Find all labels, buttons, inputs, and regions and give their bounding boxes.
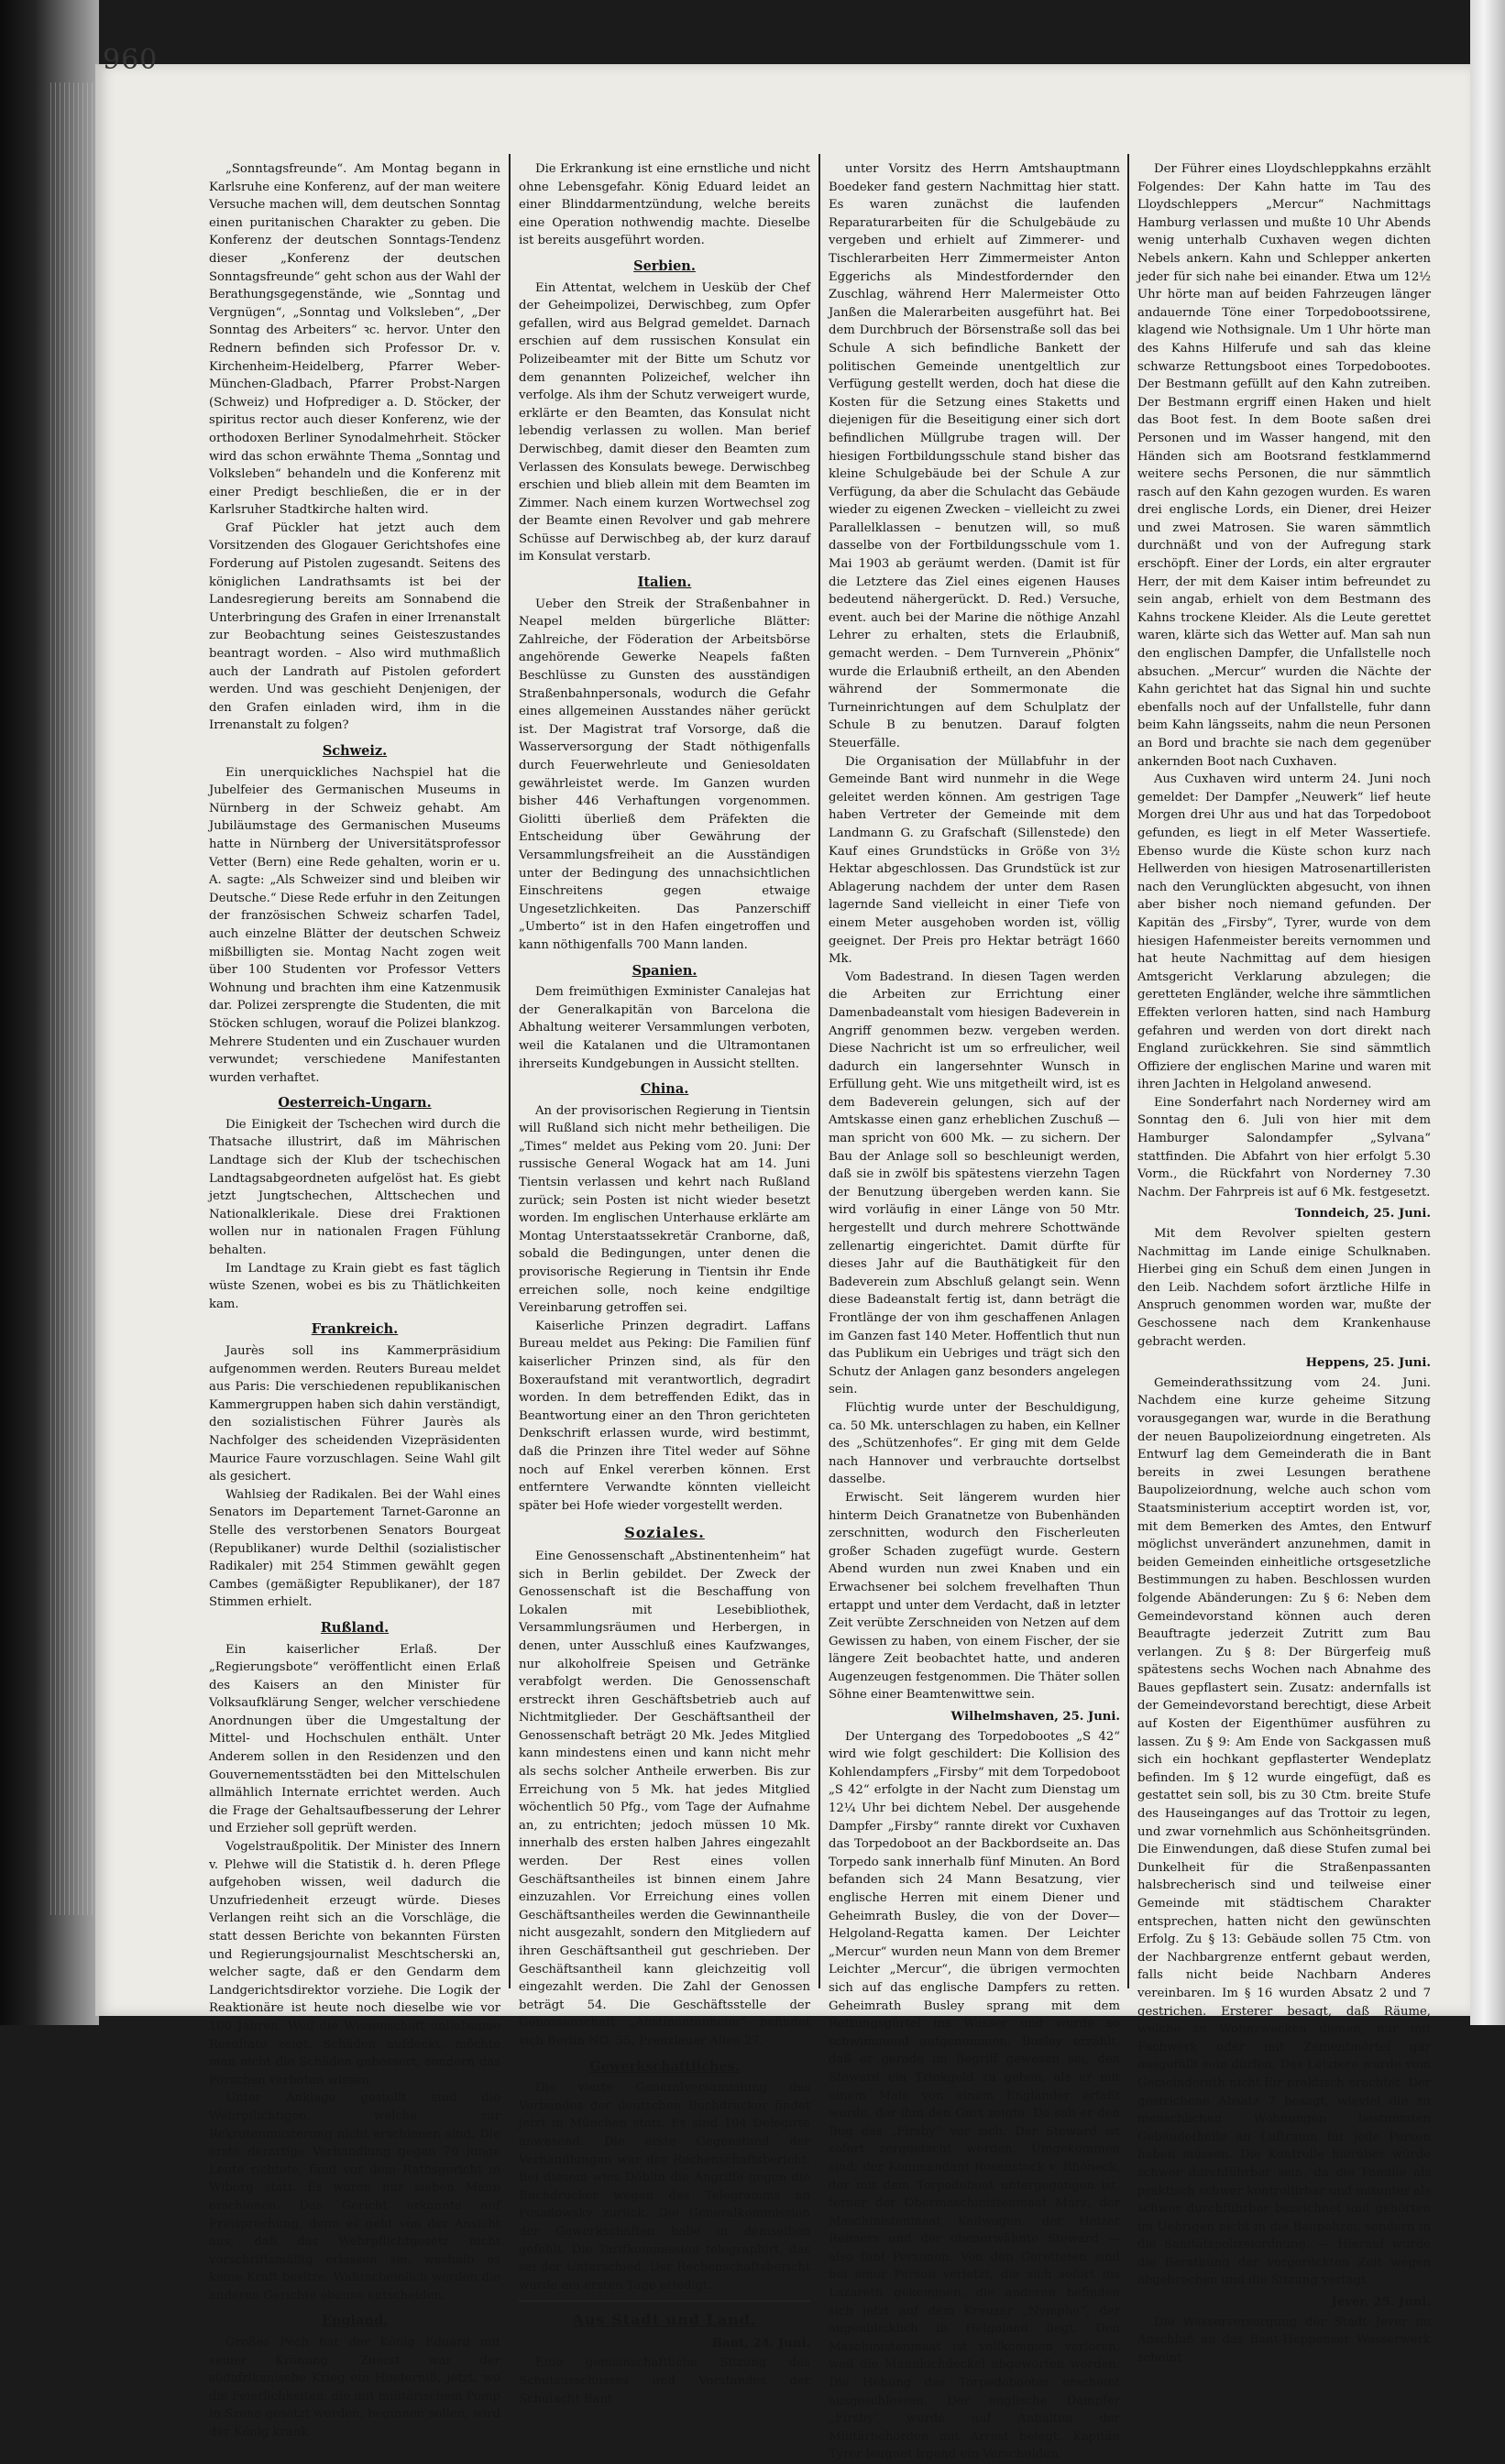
dateline: Heppens, 25. Juni. xyxy=(1305,1356,1431,1371)
article-paragraph: Die Organisation der Müllabfuhr in der Gemeinde Bant wird nunmehr in die Wege geleitet werden können. Am gestrigen Tage haben Vertreter der Gemeinde mit dem Landmann G. zu Grafschaft (Sillenstede) den Kauf eines Grundstücks in Größe von 3½ Hektar abgeschlossen. Das Grundstück ist zur Ablagerung nachdem der unter dem Rasen lagernde Sand vielleicht in einer Tiefe von einem Meter ausgehoben worden ist, völlig geeignet. Der Preis pro Hektar beträgt 1660 Mk. xyxy=(829,754,1120,967)
article-paragraph: Ein unerquickliches Nachspiel hat die Jubelfeier des Germanischen Museums in Nürnberg in der Schweiz gehabt. Am Jubiläumstage des Germanischen Museums hatte in Nürnberg der Universitätsprofessor Vetter (Bern) eine Rede gehalten, worin er u. A. sagte: „Als Schweizer sind und bleiben wir Deutsche.“ Diese Rede erfuhr in den Zeitungen der französischen Schweiz scharfen Tadel, auch einzelne Blätter der deutschen Schweiz mißbilligten sie. Montag Nacht zogen weit über 100 Studenten vor Professor Vetters Wohnung und brachten ihm eine Katzenmusik dar. Polizei zersprengte die Studenten, die mit Stöcken schlugen, worauf die Polizei blankzog. Mehrere Studenten und ein Zuschauer wurden verwundet; verschiedene Manifestanten wurden verhaftet. xyxy=(209,765,500,1085)
article-paragraph: Jaurès soll ins Kammerpräsidium aufgenommen werden. Reuters Bureau meldet aus Paris: Die verschiedenen republikanischen Kammergruppen haben sich dahin verständigt, den sozialistischen Führer Jaurès als Nachfolger des scheidenden Vizepräsidenten Maurice Faure vorzuschlagen. Seine Wahl gilt als gesichert. xyxy=(209,1344,500,1484)
article-paragraph: Der Führer eines Lloydschleppkahns erzählt Folgendes: Der Kahn hatte im Tau des Lloydschleppers „Mercur“ Nachmittags Hamburg verlassen und mußte 10 Uhr Abends wenig unterhalb Cuxhaven wegen dichten Nebels ankern. Kahn und Schlepper ankerten jeder für sich nahe bei einander. Etwa um 12½ Uhr hörte man auf beiden Fahrzeugen länger andauernde Töne einer Torpedobootssirene, klagend wie Nothsignale. Um 1 Uhr hörte man des Kahns Hilferufe und sah das kleine schwarze Rettungsboot eines Torpedobootes. Der Bestmann gefüllt auf den Kahn zutreiben. Der Bestmann ergriff einen Haken und hielt das Boot fest. In dem Boote saßen drei Personen und im Wasser hangend, mit den Händen sich am Bootsrand festklammernd weitere sechs Personen, die nur sämmtlich rasch auf den Kahn gezogen wurden. Es waren drei englische Lords, ein Diener, drei Heizer und zwei Matrosen. Sie waren sämmtlich durchnäßt und von der Aufregung stark erschöpft. Einer der Lords, ein alter ergrauter Herr, der mit dem Kaiser intim befreundet zu sein angab, erhielt von dem Bestmann des Kahns trockene Kleider. Als die Leute gerettet waren, klärte sich das Wetter auf. Man sah nun den englischen Dampfer, die Unfallstelle noch absuchen. „Mercur“ wurden die Nächte der Kahn gerichtet hat das Signal hin und suchte ebenfalls noch auf der Unfallstelle, fuhr dann beim Kahn längsseits, nahm die neun Personen an Bord und brachte sie nach dem gegenüber ankernden Boot nach Cuxhaven. xyxy=(1137,162,1431,769)
dateline: Wilhelmshaven, 25. Juni. xyxy=(950,1710,1120,1725)
article-paragraph: Im Landtage zu Krain giebt es fast täglich wüste Szenen, wobei es bis zu Thätlichkeiten kam. xyxy=(209,1261,500,1311)
article-paragraph: Ueber den Streik der Straßenbahner in Neapel melden bürgerliche Blätter: Zahlreiche, der Föderation der Arbeitsbörse angehörende Gewerke Neapels faßten Beschlüsse zu Gunsten des ausständigen Straßenbahnpersonals, wodurch die Gefahr eines allgemeinen Ausstandes näher gerückt ist. Der Magistrat traf Vorsorge, daß die Wasserversorgung der Stadt nöthigenfalls durch Feuerwehrleute und Geniesoldaten gewährleistet werde. Im Ganzen wurden bisher 446 Verhaftungen vorgenommen. Giolitti überließ dem Präfekten die Entscheidung über Gewährung der Versammlungsfreiheit an die Ausständigen unter der Bedingung des unnachsichtlichen Einschreitens gegen etwaige Ungesetzlichkeiten. Das Panzerschiff „Umberto“ ist in den Hafen eingetroffen und kann nöthigenfalls 700 Mann landen. xyxy=(519,597,810,952)
dateline: Jever, 25. Juni. xyxy=(1331,2295,1431,2310)
article-paragraph: Die vierte Generalversammlung des Verbandes der deutschen Buchdrucker findet jetzt in München statt. Es sind 104 Delegirte anwesend. Die erste Gegenstand der Verhandlungen war der Rechenschaftsbericht. Bei diesem wies Döblin die Angriffe gegen die Buchdrucker wegen des Telegramms an Posadowsky zurück. Die Generalkommission der Gewerkschaften habe in demselben gefehlt. Die Tarifkommission telegraphirt, das sei der Unterschied. Der Rechenschaftsbericht wurde am ersten Tage erledigt. xyxy=(519,2081,810,2293)
section-heading: Serbien. xyxy=(633,257,696,274)
article-paragraph: Vogelstraußpolitik. Der Minister des Innern v. Plehwe will die Statistik d. h. deren Pflege aufgehoben wissen, weil dadurch die Unzufriedenheit erzeugt würde. Dieses Verlangen reiht sich an die Vorschläge, die statt dessen Berichte von bekannten Fürsten und Regierungsjournalist Meschtscherski an, welcher sagte, daß er den Gendarm dem Landgerichtsdirektor vorziehe. Die Logik der Reaktionäre ist heute noch dieselbe wie vor 100 Jahren. Weil die Wissenschaft unliebsame Resultate zeigt, Schäden aufdeckt, möchte man nicht die Schäden gebessert, sondern das Forschen verboten wissen. xyxy=(209,1840,500,2087)
section-heading: England. xyxy=(321,2313,389,2329)
article-paragraph: Unter Anklage gestellt sind die Wehrpflichtigen, welche zur Rekrutenmusterung nicht erschienen sind. Die erste derartige Verhandlung gegen 70 junge Leute richtete, fand vor dem Rathsgericht in Wiborg statt. Es waren nur sieben Mann erschienen. Das Gericht erkannte auf Freisprechung, denn es geht von der Ansicht aus, daß das Wehrpflichtgesetz nicht vorschriftsmäßig erlassen sei, weshalb es keine Kraft besitze. Wahrscheinlich werden die anderen Gerichte ebenso entscheiden. xyxy=(209,2091,500,2303)
article-paragraph: „Sonntagsfreunde“. Am Montag begann in Karlsruhe eine Konferenz, auf der man weitere Versuche machen will, dem deutschen Sonntag einen puritanischen Charakter zu geben. Die Konferenz der deutschen Sonntags-Tendenz dieser „Konferenz der deutschen Sonntagsfreunde“ geht schon aus der Wahl der Berathungsgegenstände, wie „Sonntag und Vergnügen“, „Sonntag und Volksleben“, „Der Sonntag des Arbeiters“ ꝛc. hervor. Unter den Rednern befinden sich Professor Dr. v. Kirchenheim-Heidelberg, Pfarrer Weber-München-Gladbach, Pfarrer Probst-Nargen (Schweiz) und Hofprediger a. D. Stöcker, der spiritus rector auch dieser Konferenz, wie der orthodoxen Berliner Synodalmehrheit. Stöcker wird das schon erwähnte Thema „Sonntag und Volksleben“ behandeln und die Konferenz mit einer Predigt beschließen, die er in der Karlsruher Stadtkirche halten wird. xyxy=(209,162,500,518)
page-number: 960 xyxy=(103,44,159,76)
article-paragraph: Graf Pückler hat jetzt auch dem Vorsitzenden des Glogauer Gerichtshofes eine Forderung auf Pistolen zugesandt. Seitens des königlichen Landrathsamts ist bei der Landesregierung bereits am Sonnabend die Unterbringung des Grafen in einer Irrenanstalt zur Beobachtung seines Geisteszustandes beantragt worden. – Also wird muthmaßlich auch der Landrath auf Pistolen gefordert werden. Und was geschieht Denjenigen, der den Grafen einladen wird, ihm in die Irrenanstalt zu folgen? xyxy=(209,520,500,733)
column-3 xyxy=(829,160,1120,2462)
article-paragraph: Der Untergang des Torpedobootes „S 42“ wird wie folgt geschildert: Die Kollision des Kohlendampfers „Firsby“ mit dem Torpedoboot „S 42“ erfolgte in der Nacht zum Dienstag um 12¼ Uhr bei dichtem Nebel. Der ausgehende Dampfer „Firsby“ rannte direkt vor Cuxhaven das Torpedoboot an der Backbordseite an. Das Torpedo sank innerhalb fünf Minuten. An Bord befanden sich 24 Mann Besatzung, vier englische Herren mit einem Diener und Geheimrath Busley, die von der Dover—Helgoland-Regatta kamen. Der Leichter „Mercur“ wurden neun Mann von dem Bremer Leichter „Mercur“, die übrigen vermochten sich auf das englische Dampfers zu retten. Geheimrath Busley sprang mit dem Rettungsgürtel ins Wasser und wurde so schwimmend aufgenommen. Busley erzählt, daß er gerade im Begriff gewesen sei, den Steward ein Trinkgeld zu geben, als er mit einem Male von einem Engländer erfaßt wurde, der ihm den Gurt zeigte. Da sah er den Bug des „Firsby“ vor sich. Der Steward ist sofort zerquetscht worden. Umgekommen sind: der Kommandant Rosenstock v. Rhöneck, der mit dem Torpedoboot untergegangen ist, ferner der Obermaschinistenmaat März, der Maschinistenmaat Keilwagen, der Heizer Reimers und der obenerwähnte Steward — also fünf Personen. Von den Geretteten sind bei einer Person verletzt, die sich sofort ins Lazareth gekommen, die anderen befinden sich jetzt auf dem Kreuzer „Nymphe“, der augenblicklich in Helgoland liegt. Den Maschinistenmaat ist vollkommen verloren, weil die Mannlochdeckel abgeworfen worden. Die Hebung des Torpedobootes erscheint ausgeschlossen. Der englische Dampfer „Firsby“ wurde auf Anhalten der Militärbehörden mit Arrest belegt. Kapitän Tyrer leugnet irgend ein Verschulden. xyxy=(829,1729,1120,2462)
article-paragraph: Dem freimüthigen Exminister Canalejas hat der Generalkapitän von Barcelona die Abhaltung weiterer Versammlungen verboten, weil die Katalanen und die Ultramontanen ihrerseits Kundgebungen in Aussicht stellten. xyxy=(519,985,810,1071)
article-paragraph: Erwischt. Seit längerem wurden hier hinterm Deich Granatnetze von Bubenhänden zerschnitten, wodurch den Fischerleuten großer Schaden zugefügt wurde. Gestern Abend wurden nun zwei Knaben und ein Erwachsener bei solchem frevelhaften Thun ertappt und unter dem Verdacht, daß in letzter Zeit verübte Zerschneiden von Netzen auf dem Gewissen zu haben, von einem Fischer, der sie längere Zeit beobachtet hatte, und anderen Augenzeugen festgenommen. Die Thäter sollen Söhne einer Beamtenwittwe sein. xyxy=(829,1490,1120,1703)
article-paragraph: Die Erkrankung ist eine ernstliche und nicht ohne Lebensgefahr. König Eduard leidet an einer Blinddarmentzündung, welche bereits eine Operation nothwendig machte. Dieselbe ist bereits ausgeführt worden. xyxy=(519,162,810,248)
article-paragraph: Wahlsieg der Radikalen. Bei der Wahl eines Senators im Departement Tarnet-Garonne an Stelle des verstorbenen Senators Bourgeat (Republikaner) wurde Delthil (sozialistischer Radikaler) mit 254 Stimmen gewählt gegen Cambes (gemäßigter Republikaner), der 187 Stimmen erhielt. xyxy=(209,1487,500,1610)
dateline: Bant, 24. Juni. xyxy=(711,2336,810,2350)
section-heading: China. xyxy=(640,1081,689,1098)
article-paragraph: Die Einigkeit der Tschechen wird durch die Thatsache illustrirt, daß im Mährischen Landtage sich der Klub der tschechischen Landtagsabgeordneten aufgelöst hat. Es giebt jetzt Jungtschechen, Alttschechen und Nationalklerikale. Diese drei Fraktionen wollen nur in nationalen Fragen Fühlung behalten. xyxy=(209,1117,500,1258)
article-paragraph: Aus Cuxhaven wird unterm 24. Juni noch gemeldet: Der Dampfer „Neuwerk“ lief heute Morgen drei Uhr aus und hat das Torpedoboot gefunden, es liegt in elf Meter Wassertiefe. Ebenso wurde die Küste schon kurz nach Hellwerden von hiesigen Matrosenartilleristen nach den Verunglückten abgesucht, von ihnen aber bisher noch niemand gefunden. Der Kapitän des „Firsby“, Tyrer, wurde von dem hiesigen Hafenmeister bereits vernommen und hat heute Nachmittag auf dem hiesigen Amtsgericht Verklarung abzulegen; die geretteten Engländer, welche ihre sämmtlichen Effekten verloren hatten, sind nach Hamburg gefahren und werden von dort direkt nach England zurückkehren. Sie sind sämmtlich Offiziere der englischen Marine und waren mit ihren Jachten in Helgoland anwesend. xyxy=(1137,772,1431,1092)
column-1 xyxy=(209,160,500,2440)
section-heading: Soziales. xyxy=(624,1524,705,1542)
article-paragraph: Ein kaiserlicher Erlaß. Der „Regierungsbote“ veröffentlicht einen Erlaß des Kaisers an den Minister für Volksaufklärung Senger, welcher verschiedene Anordnungen über die Umgestaltung der Mittel- und Hochschulen enthält. Unter Anderem sollen in den Residenzen und den Gouvernementsstädten bei den Mittelschulen allmählich Internate errichtet werden. Auch die Frage der Gehaltsaufbesserung der Lehrer und Erzieher soll geprüft werden. xyxy=(209,1642,500,1836)
column-4 xyxy=(1137,160,1431,2365)
article-paragraph: Mit dem Revolver spielten gestern Nachmittag im Lande einige Schulknaben. Hierbei ging ein Schuß dem einen Jungen in den Leib. Nachdem sofort ärztliche Hilfe in Anspruch genommen worden war, mußte der Geschossene nach dem Krankenhause gebracht werden. xyxy=(1137,1227,1431,1349)
section-heading: Oesterreich-Ungarn. xyxy=(278,1095,432,1112)
section-heading: Frankreich. xyxy=(311,1321,399,1338)
article-paragraph: Eine Genossenschaft „Abstinentenheim“ hat sich in Berlin gebildet. Der Zweck der Genossenschaft ist die Beschaffung von Lokalen mit Lesebibliothek, Versammlungsräumen und Herbergen, in denen, unter Ausschluß eines Kaufzwanges, nur alkoholfreie Speisen und Getränke verabfolgt werden. Die Genossenschaft erstreckt ihren Geschäftsbetrieb auch auf Nichtmitglieder. Der Geschäftsantheil der Genossenschaft beträgt 20 Mk. Jedes Mitglied kann mindestens einen und kann nicht mehr als sechs solcher Antheile erwerben. Bis zur Erreichung von 5 Mk. hat jedes Mitglied wöchentlich 50 Pfg., vom Tage der Aufnahme an, zu entrichten; jedoch müssen 10 Mk. innerhalb des ersten halben Jahres eingezahlt werden. Der Rest eines vollen Geschäftsantheiles ist binnen einem Jahre einzuzahlen. Vor Erreichung eines vollen Geschäftsantheiles werden die Gewinnantheile nicht ausgezahlt, sondern den Mitgliedern auf ihren Geschäftsantheil gut geschrieben. Der Geschäftsantheil kann gleichzeitig voll eingezahlt werden. Die Zahl der Genossen beträgt 54. Die Geschäftsstelle der Genossenschaft „Abstinentenheim“ befindet sich Berlin NO. 55, Prenzlauer Allee 27. xyxy=(519,1549,810,2048)
article-paragraph: Flüchtig wurde unter der Beschuldigung, ca. 50 Mk. unterschlagen zu haben, ein Kellner des „Schützenhofes“. Er ging mit dem Gelde nach Hannover und verbrauchte dortselbst dasselbe. xyxy=(829,1400,1120,1487)
column-2 xyxy=(519,160,810,2406)
book-binding xyxy=(0,0,99,2025)
section-heading: Rußland. xyxy=(320,1619,390,1636)
article-paragraph: Eine Sonderfahrt nach Norderney wird am Sonntag den 6. Juli von hier mit dem Hamburger Salondampfer „Sylvana“ stattfinden. Die Abfahrt von hier erfolgt 5.30 Vorm., die Rückfahrt von Norderney 7.30 Nachm. Der Fahrpreis ist auf 6 Mk. festgesetzt. xyxy=(1137,1095,1431,1199)
article-paragraph: Gemeinderathssitzung vom 24. Juni. Nachdem eine kurze geheime Sitzung vorausgegangen war, wurde in die Berathung der neuen Baupolizeiordnung eingetreten. Als Entwurf lag dem Gemeinderath die in Bant bereits in zwei Lesungen berathene Baupolizeiordnung, welche auch schon vom Staatsministerium acceptirt worden ist, vor, mit dem Bemerken des Amtes, den Entwurf möglichst unverändert anzunehmen, damit in beiden Gemeinden einheitliche ortsgesetzliche Bestimmungen zu haben. Beschlossen wurden folgende Abänderungen: Zu § 6: Neben dem Gemeindevorstand können auch deren Beauftragte jederzeit Zutritt zum Bau verlangen. Zu § 8: Der Bürgerfeig muß spätestens sechs Wochen nach Abnahme des Baues gepflastert sein. Zusatz: andernfalls ist der Gemeindevorstand berechtigt, diese Arbeit auf Kosten der Eigenthümer ausführen zu lassen. Zu § 9: Am Ende von Sackgassen muß sich ein hochkant gepflasterter Wendeplatz befinden. Im § 12 wurde eingefügt, daß es gestattet sein soll, bis zu 30 Ctm. breite Stufe des Hauseinganges auf das Trottoir zu legen, und zwar vornehmlich aus Schönheitsgründen. Die Einwendungen, daß diese Stufen zumal bei Dunkelheit für die Straßenpassanten halsbrecherisch sind und teilweise einer Gemeinde mit städtischem Charakter entsprechen, hatten nicht den gewünschten Erfolg. Zu § 13: Gebäude sollen 75 Ctm. von der Nachbargrenze entfernt gebaut werden, falls nicht beide Nachbarn Anderes vereinbaren. Im § 16 wurden Absatz 2 und 7 gestrichen. Ersterer besagt, daß Räume, welche zu Wohnzwecken dienen, nur mit Fachwerk oder mit Zementmörtel gar ausgefüllt sein dürfen. Das Letztere wurde vom Gemeinderath nicht für praktisch erachtet. Der gestrichene Absatz 7 besagt, wieviel die zu menschlichen Wohnungen bestimmten Gebäudetheile an Luftraum für jede Person haben müssen. Die Kontrolle hierüber würde schwer durchführbar sein, da die Familie als praktisch schwer kontrollirbar und mitunter als schwer durchführbar bezeichnet und gehörten im Uebrigen nicht in die Baupolizei, sondern in die Sanitätspolizeiordnung. — Hierauf wurde die Berathung der vorgerückten Zeit wegen abgebrochen und die Sitzung vertagt. xyxy=(1137,1375,1431,2288)
section-heading: Aus Stadt und Land. xyxy=(572,2311,757,2329)
dateline: Tonndeich, 25. Juni. xyxy=(1294,1207,1431,1221)
article-paragraph: Vom Badestrand. In diesen Tagen werden die Arbeiten zur Errichtung einer Damenbadeanstalt vom hiesigen Badeverein in Angriff genommen bezw. vergeben werden. Diese Nachricht ist um so erfreulicher, weil dadurch ein langersehnter Wunsch in Erfüllung geht. Wie uns mitgetheilt wird, ist es dem Badeverein gelungen, sich auf der Amtskasse einen ganz erheblichen Zuschuß — man spricht von 600 Mk. — zu sichern. Der Bau der Anlage soll so beschleunigt werden, daß sie in zwölf bis spätestens vierzehn Tagen der Benutzung übergeben werden kann. Sie wird vorläufig in einer Länge von 50 Mtr. hergestellt und durch mehrere Schottwände zellenartig eingerichtet. Damit dürfte für dieses Jahr auf die Bauthätigkeit für den Badeverein zum Abschluß gelangt sein. Wenn diese Badeanstalt fertig ist, dann beträgt die Frontlänge der von ihm geschaffenen Anlagen im Ganzen fast 140 Meter. Hoffentlich thut nun das Publikum ein Uebriges und trägt sich den Schutz der Anlagen ganz besonders angelegen sein. xyxy=(829,969,1120,1397)
article-paragraph: Die Wasserversorgung der Stadt Jever im Anschluß an das Bant-Heppenser Wasserwerk scheint xyxy=(1137,2315,1431,2365)
section-heading: Italien. xyxy=(637,575,692,591)
article-paragraph: Ein Attentat, welchem in Uesküb der Chef der Geheimpolizei, Derwischbeg, zum Opfer gefallen, wird aus Belgrad gemeldet. Darnach erschien auf dem russischen Konsulat ein Polizeibeamter mit der Bitte um Schutz vor dem genannten Polizeichef, welcher ihn verfolge. Als ihm der Schutz verweigert wurde, erklärte er den Beamten, das Konsulat nicht lebendig verlassen zu wollen. Man berief Derwischbeg, damit dieser den Beamten zum Verlassen des Konsulats bewege. Derwischbeg erschien und blieb allein mit dem Beamten im Zimmer. Nach einem kurzen Wortwechsel zog der Beamte einen Revolver und gab mehrere Schüsse auf Derwischbeg ab, der kurz darauf im Konsulat verstarb. xyxy=(519,280,810,564)
section-heading: Gewerkschaftliches. xyxy=(589,2058,740,2075)
column-rule-1 xyxy=(509,154,511,1988)
section-heading: Schweiz. xyxy=(322,743,388,759)
article-paragraph: Eine gemeinschaftliche Sitzung des Schulausschusses und Vorstandes der Schulacht Bant xyxy=(519,2356,810,2406)
column-rule-2 xyxy=(818,154,820,1988)
section-heading: Spanien. xyxy=(632,962,698,979)
article-paragraph: Großes Pech hat der König Eduard mit seiner Krönung. Zuerst war der südafrikanische Krieg ein Hinderniß, jetzt, wo die Feierlichkeiten, die mit militärischem Pomp in Szene gesetzt werden, beginnen sollen, wird der König krank. xyxy=(209,2336,500,2440)
section-divider xyxy=(519,2300,810,2302)
article-paragraph: unter Vorsitz des Herrn Amtshauptmann Boedeker fand gestern Nachmittag hier statt. Es waren zunächst die laufenden Reparaturarbeiten für die Schulgebäude zu vergeben und erhielt auf Zimmerer- und Tischlerarbeiten Herr Zimmermeister Anton Eggerichs als Mindestfordernder den Zuschlag, während Herr Malermeister Otto Janßen die Malerarbeiten ausgeführt hat. Bei dem Durchbruch der Börsenstraße soll das bei Schule A sich befindliche Bankett der politischen Gemeinde unentgeltlich zur Verfügung gestellt werden, doch hat diese die Kosten für die Setzung eines Staketts und diejenigen für die Beseitigung einer sich dort befindlichen Müllgrube tragen will. Der hiesigen Fortbildungsschule stand bisher das kleine Schulgebäude bei der Schule A zur Verfügung, da aber die Schulacht das Gebäude wieder zu eigenen Zwecken – vielleicht zu zwei Parallelklassen – benutzen will, so muß dasselbe von der Fortbildungsschule vom 1. Mai 1903 ab geräumt werden. (Damit ist für die Letztere das Ziel eines eigenen Hauses bedeutend nähergerückt. D. Red.) Versuche, event. auch bei der Marine die nöthige Anzahl Lehrer zu erhalten, stets die Erlaubniß, gemacht werden. – Dem Turnverein „Phönix“ wurde die Erlaubniß ertheilt, an den Abenden während der Sommermonate die Turneinrichtungen auf dem Schulplatz der Schule B zu benutzen. Darauf folgten Steuerfälle. xyxy=(829,162,1120,750)
column-rule-3 xyxy=(1127,154,1129,1988)
page-edges xyxy=(50,82,96,1915)
article-paragraph: Kaiserliche Prinzen degradirt. Laffans Bureau meldet aus Peking: Die Familien fünf kaiserlicher Prinzen sind, als für den Boxeraufstand mit verantwortlich, degradirt worden. In dem betreffenden Edikt, das in Beantwortung einer an den Thron gerichteten Denkschrift erlassen wurde, wird bestimmt, daß die Prinzen ihre Titel weder auf Söhne noch auf Enkel vererben können. Erst entferntere Verwandte könnten vielleicht später bei Hofe wieder vorgestellt werden. xyxy=(519,1319,810,1513)
article-paragraph: An der provisorischen Regierung in Tientsin will Rußland sich nicht mehr betheiligen. Die „Times“ meldet aus Peking vom 20. Juni: Der russische General Wogack hat am 14. Juni Tientsin verlassen und kehrt nach Rußland zurück; sein Posten ist nicht wieder besetzt worden. Im englischen Unterhause erklärte am Montag Unterstaatssekretär Cranborne, daß, sobald die Bedingungen, unter denen die provisorische Regierung in Tientsin ihr Ende erreichen solle, noch keine endgiltige Vereinbarung getroffen sei. xyxy=(519,1103,810,1316)
page-right-edge xyxy=(1470,0,1505,2025)
